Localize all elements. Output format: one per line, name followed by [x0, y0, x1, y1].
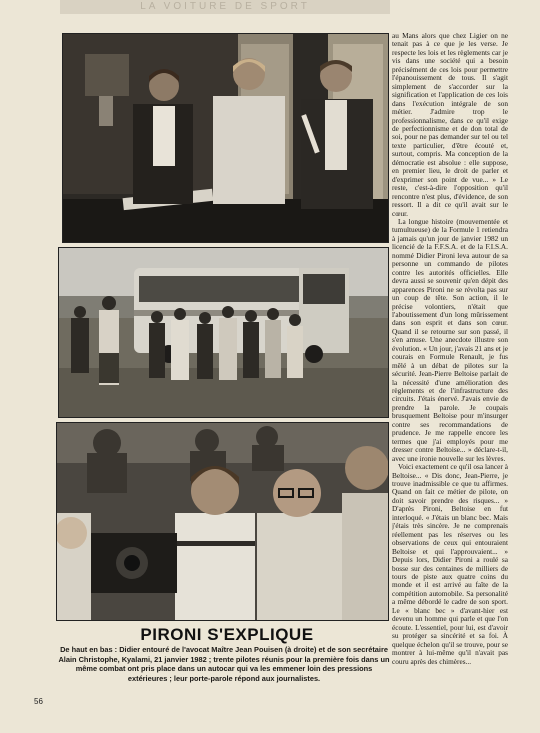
- article-paragraph: La longue histoire (mouvementée et tumultueuse) de la Formule 1 retiendra à jamais qu'un jour de janvier 1982 un licencié de la F.F.S.A. et de la F.I.S.A. nommé Didier Pironi leva autour de sa personne un commando de pilotes contre les autorités officielles. Elle devra aussi se souvenir qu'en dépit des apparences Pironi ne se révolta pas sur un coup de tête. Son action, il le précise volontiers, n'était que l'aboutissement d'un long mûrissement dans son esprit et dans son cœur. Quand il se retourne sur son passé, il s'en amuse. Une anecdote illustre son évolution. « Un jour, j'avais 21 ans et je courais en Formule Renault, je fus mêlé à un débat de pilotes sur la sécurité. Jean-Pierre Beltoise parlait de la nécessité d'une amélioration des règlements et de l'infrastructure des circuits. J'étais énervé. J'avais envie de prendre la parole. Je coupais brusquement Beltoise pour m'insurger contre ses recommandations de prudence. Je me rappelle encore les termes que j'ai employés pour me dresser contre Beltoise... » déclare-t-il, avec une ironie nouvelle sur les lèvres.: [392, 216, 508, 463]
- photo-press-conference: [56, 422, 389, 621]
- photo-caption: De haut en bas : Didier entouré de l'avocat Maître Jean Pouisen (à droite) et de son secrétaire Alain Christophe, Kyalami, 21 janvier 1982 ; trente pilotes réunis pour la première fois dans un même combat ont pris place dans un autocar qui va les emmener loin des pressions extérieures ; leur porte-parole répond aux journalistes.: [58, 645, 390, 683]
- article-paragraph: au Mans alors que chez Ligier on ne tenait pas à ce que je les verse. Je respecte les lois et les règlements car je vis dans une société qui a besoin précisément de ces lois pour permettre l'épanouissement de tous. Il s'agit simplement de s'accorder sur la signification et l'application de ces lois dans l'exécution intégrale de son métier. J'admire trop le professionnalisme, dans ce qu'il exige de perfectionnisme et de don total de soi, pour ne pas demander sur tel ou tel texte particulier, d'être écouté et, surtout, compris. Ma conception de la démocratie est absolue : elle suppose, en premier lieu, le droit de parler et d'exprimer son point de vue... » Le reste, c'est-à-dire l'opposition qu'il rencontre n'est plus, d'évidence, de son ressort. Il a dit ce qu'il avait sur le cœur.: [392, 32, 508, 218]
- article-paragraph: Voici exactement ce qu'il osa lancer à Beltoise... « Dis donc, Jean-Pierre, je trouve inadmissible ce que tu affirmes. Quand on fait ce métier de pilote, on doit savoir prendre des risques... » D'après Pironi, Beltoise en fut interloqué. « J'étais un blanc bec. Mais j'étais très sincère. Je ne comprenais réellement pas les réserves ou les observations de ceux qui entouraient Beltoise et qui l'approuvaient... » Depuis lors, Didier Pironi a roulé sa bosse sur des centaines de milliers de tours de piste aux quatre coins du monde et il est arrivé au faîte de la compétition automobile. Sa personalité a même débordé le cadre de son sport. Le « blanc bec » d'avant-hier est devenu un homme qui parle et que l'on écoute. L'essentiel, pour lui, est d'avoir su protéger sa sincérité et sa foi. À quelque échelon qu'il se trouve, pour se montrer à lui-même qu'il n'avait pas couru après des chimères...: [392, 462, 508, 666]
- article-text-column: [392, 32, 508, 704]
- photo-pironi-with-lawyer: [62, 33, 389, 243]
- article-title: PIRONI S'EXPLIQUE: [140, 625, 314, 644]
- photo-drivers-bus: [58, 247, 389, 418]
- top-strip-faded-heading: LA VOITURE DE SPORT: [60, 0, 390, 14]
- page-number: 56: [34, 697, 43, 706]
